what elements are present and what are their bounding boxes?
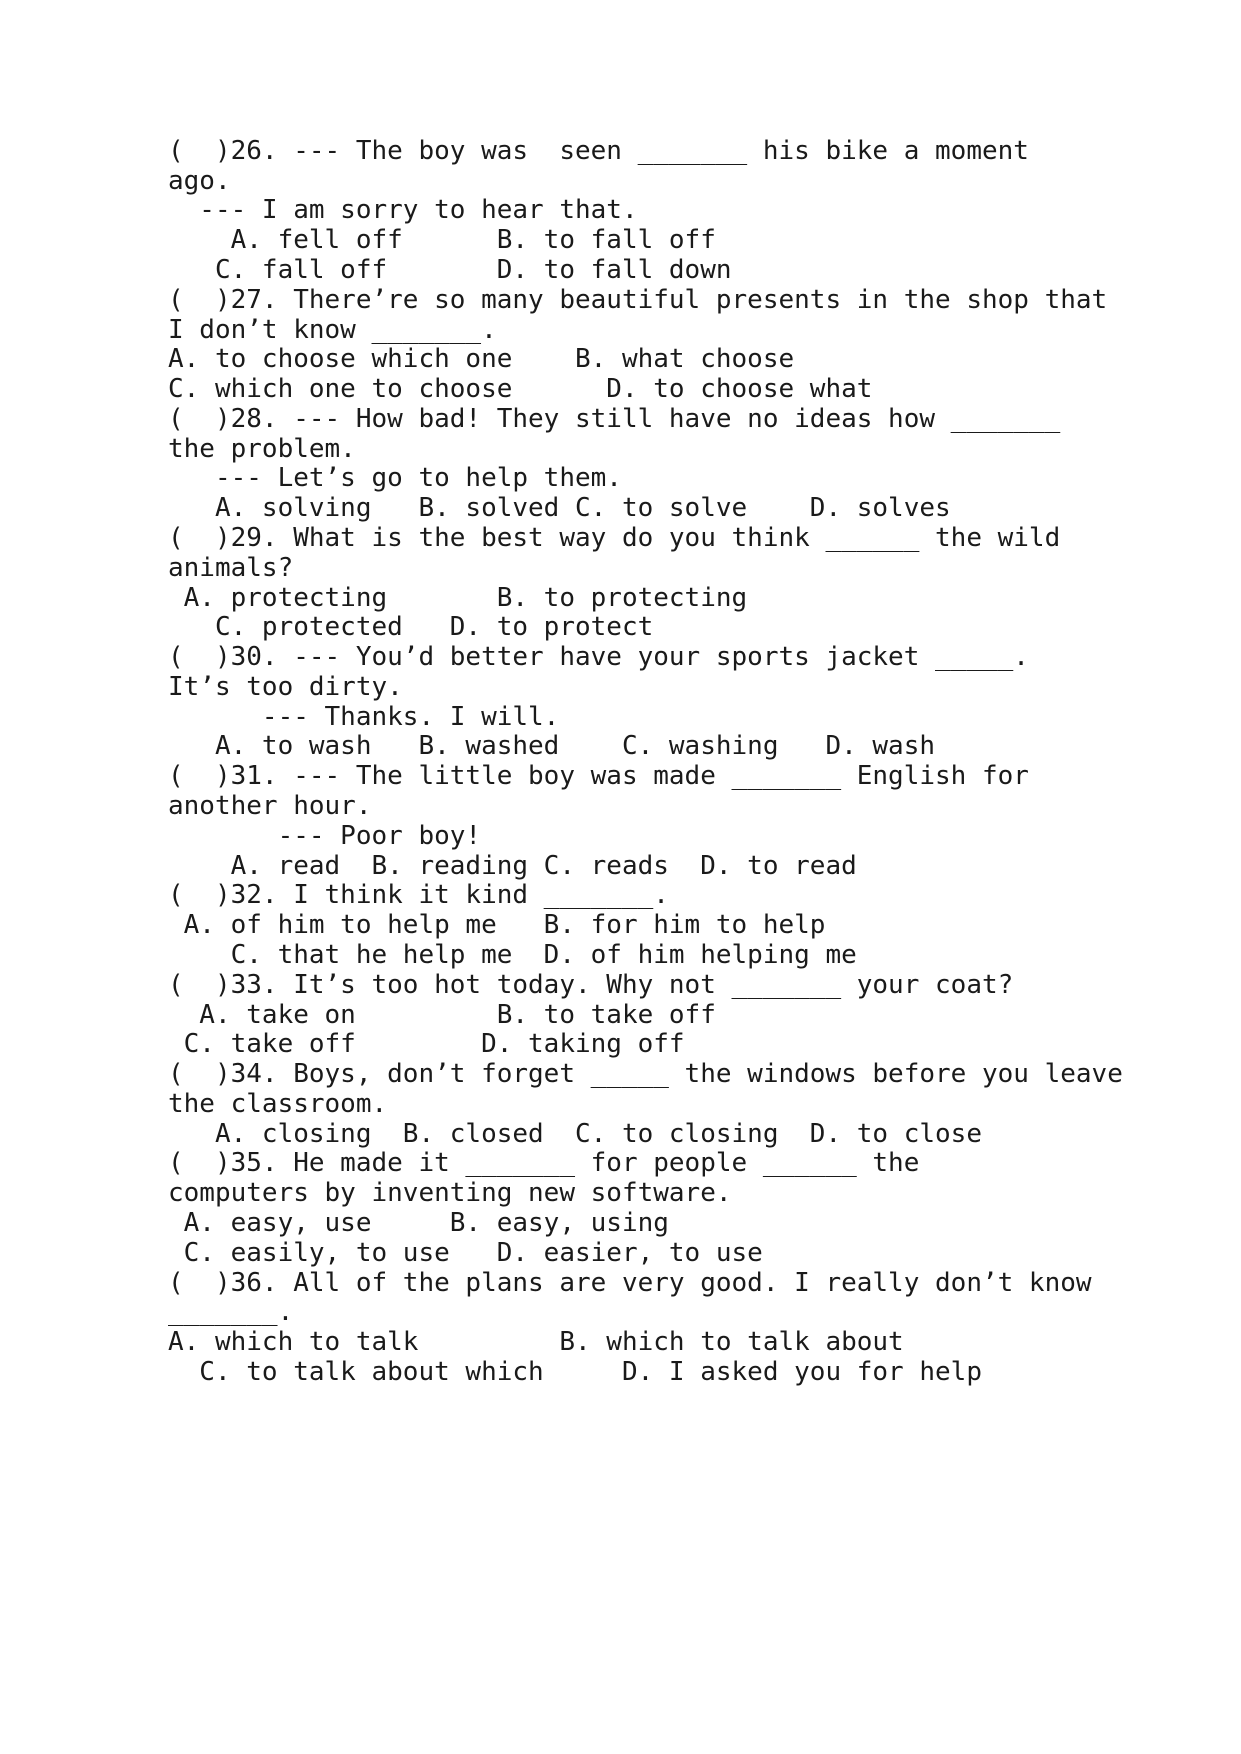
question-32-options-cd: C. that he help me D. of him helping me bbox=[168, 940, 857, 970]
question-27-line-2: I don’t know _______. bbox=[168, 315, 497, 345]
question-26-options-ab: A. fell off B. to fall off bbox=[168, 225, 716, 255]
question-29-options-ab: A. protecting B. to protecting bbox=[168, 583, 748, 613]
question-36-line-1: ( )36. All of the plans are very good. I really don’t know bbox=[168, 1268, 1092, 1298]
question-28-reply: --- Let’s go to help them. bbox=[168, 463, 622, 493]
question-30-reply: --- Thanks. I will. bbox=[168, 702, 560, 732]
question-34-line-2: the classroom. bbox=[168, 1089, 388, 1119]
question-32-line-1: ( )32. I think it kind _______. bbox=[168, 880, 669, 910]
question-36-options-ab: A. which to talk B. which to talk about bbox=[168, 1327, 904, 1357]
question-33-options-ab: A. take on B. to take off bbox=[168, 1000, 716, 1030]
question-31-line-1: ( )31. --- The little boy was made _______ English for bbox=[168, 761, 1029, 791]
question-27-options-cd: C. which one to choose D. to choose what bbox=[168, 374, 873, 404]
question-26-options-cd: C. fall off D. to fall down bbox=[168, 255, 732, 285]
question-32-options-ab: A. of him to help me B. for him to help bbox=[168, 910, 826, 940]
question-36-line-2: _______. bbox=[168, 1297, 294, 1327]
question-31-line-2: another hour. bbox=[168, 791, 372, 821]
question-36-options-cd: C. to talk about which D. I asked you for help bbox=[168, 1357, 982, 1387]
question-28-line-1: ( )28. --- How bad! They still have no ideas how _______ bbox=[168, 404, 1061, 434]
question-31-reply: --- Poor boy! bbox=[168, 821, 482, 851]
question-30-options: A. to wash B. washed C. washing D. wash bbox=[168, 731, 936, 761]
question-31-options: A. read B. reading C. reads D. to read bbox=[168, 851, 857, 881]
question-30-line-2: It’s too dirty. bbox=[168, 672, 403, 702]
question-28-options: A. solving B. solved C. to solve D. solves bbox=[168, 493, 951, 523]
question-35-line-2: computers by inventing new software. bbox=[168, 1178, 732, 1208]
question-33-line-1: ( )33. It’s too hot today. Why not _______ your coat? bbox=[168, 970, 1014, 1000]
question-27-line-1: ( )27. There’re so many beautiful presents in the shop that bbox=[168, 285, 1108, 315]
question-29-line-1: ( )29. What is the best way do you think ______ the wild bbox=[168, 523, 1061, 553]
question-29-options-cd: C. protected D. to protect bbox=[168, 612, 654, 642]
question-26-line-1: ( )26. --- The boy was seen _______ his bike a moment bbox=[168, 136, 1029, 166]
question-35-options-cd: C. easily, to use D. easier, to use bbox=[168, 1238, 763, 1268]
question-27-options-ab: A. to choose which one B. what choose bbox=[168, 344, 795, 374]
question-28-line-2: the problem. bbox=[168, 434, 356, 464]
question-33-options-cd: C. take off D. taking off bbox=[168, 1029, 685, 1059]
question-35-options-ab: A. easy, use B. easy, using bbox=[168, 1208, 669, 1238]
question-29-line-2: animals? bbox=[168, 553, 294, 583]
question-35-line-1: ( )35. He made it _______ for people ______ the bbox=[168, 1148, 920, 1178]
question-34-line-1: ( )34. Boys, don’t forget _____ the windows before you leave bbox=[168, 1059, 1123, 1089]
question-34-options: A. closing B. closed C. to closing D. to close bbox=[168, 1119, 982, 1149]
question-26-reply: --- I am sorry to hear that. bbox=[168, 195, 638, 225]
question-26-line-2: ago. bbox=[168, 166, 231, 196]
question-30-line-1: ( )30. --- You’d better have your sports jacket _____. bbox=[168, 642, 1029, 672]
